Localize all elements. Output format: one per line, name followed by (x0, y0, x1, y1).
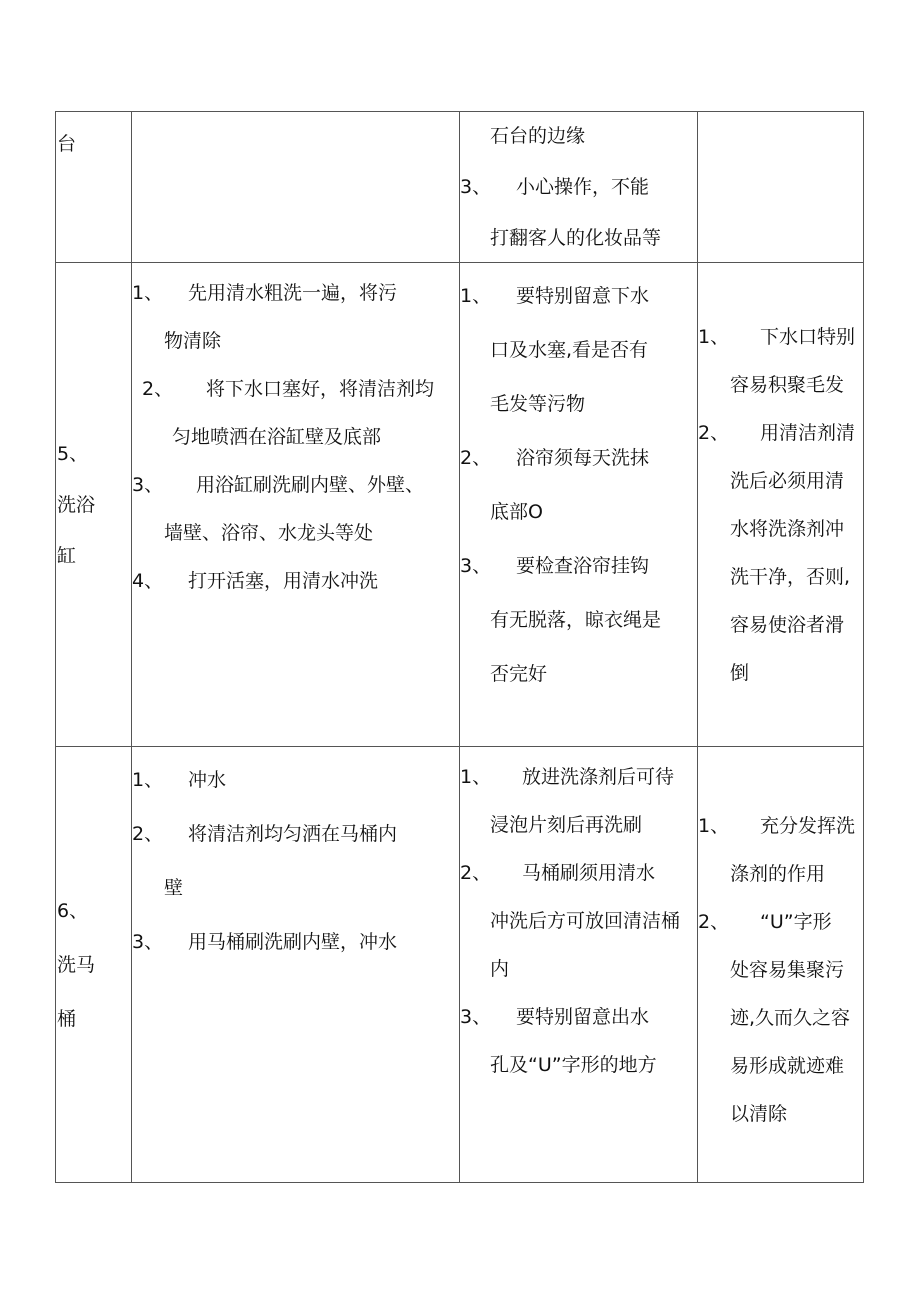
item-text: 台 (57, 133, 77, 155)
reason-text: 充分发挥洗 (760, 815, 856, 837)
step-text: 打开活塞，用清水冲洗 (188, 570, 379, 592)
reason-text: 迹,久而久之容 (730, 1007, 851, 1029)
note-text: 小心操作，不能 (516, 176, 650, 198)
procedure-cell (132, 747, 460, 1183)
cleaning-procedure-table (55, 111, 864, 1183)
reason-number: 1、 (698, 815, 730, 837)
step-number: 4、 (132, 570, 164, 592)
item-text: 洗浴 (57, 493, 96, 516)
note-text: 要检查浴帘挂钩 (516, 555, 650, 577)
reason-text: 洗后必须用清 (730, 470, 845, 492)
note-number: 2、 (460, 862, 492, 884)
reason-text: “U”字形 (760, 911, 832, 933)
step-number: 2、 (132, 823, 164, 845)
step-text: 壁 (164, 877, 184, 899)
item-cell (56, 112, 132, 263)
notes-cell (460, 263, 698, 747)
reason-number: 1、 (698, 326, 730, 348)
note-text: 否完好 (490, 663, 548, 685)
reason-text: 涤剂的作用 (730, 863, 826, 885)
step-number: 3、 (132, 931, 164, 953)
reason-number: 2、 (698, 422, 730, 444)
note-text: 放进洗涤剂后可待 (522, 766, 675, 788)
note-number: 2、 (460, 447, 492, 469)
note-text: 浸泡片刻后再洗刷 (490, 814, 643, 836)
notes-cell (460, 747, 698, 1183)
item-cell (56, 747, 132, 1183)
reason-text: 用清洁剂清 (760, 422, 856, 444)
step-text: 冲水 (188, 769, 227, 791)
notes-cell (460, 112, 698, 263)
reason-text: 下水口特别 (760, 326, 856, 348)
note-text: 孔及“U”字形的地方 (490, 1054, 657, 1076)
step-text: 用浴缸刷洗刷内壁、外壁、 (196, 474, 425, 496)
procedure-cell (132, 263, 460, 747)
reason-text: 易形成就迹难 (730, 1055, 845, 1077)
reason-text: 倒 (730, 662, 750, 684)
note-text: 石台的边缘 (490, 125, 586, 147)
step-number: 1、 (132, 769, 164, 791)
note-text: 马桶刷须用清水 (522, 862, 656, 884)
note-text: 要特别留意出水 (516, 1006, 650, 1028)
note-text: 毛发等污物 (490, 393, 586, 415)
item-text: 桶 (57, 1007, 77, 1030)
step-text: 将下水口塞好，将清洁剂均 (206, 378, 435, 400)
step-text: 先用清水粗洗一遍，将污 (188, 282, 398, 304)
reason-text: 容易积聚毛发 (730, 374, 845, 396)
step-text: 将清洁剂均匀洒在马桶内 (188, 823, 398, 845)
note-number: 3、 (460, 1006, 492, 1028)
table-row (56, 112, 864, 263)
note-text: 打翻客人的化妆品等 (490, 227, 662, 249)
note-text: 冲洗后方可放回清洁桶 (490, 910, 681, 932)
step-number: 3、 (132, 474, 164, 496)
note-text: 口及水塞,看是否有 (490, 339, 649, 361)
reason-cell (698, 112, 864, 263)
note-text: 有无脱落，晾衣绳是 (490, 609, 662, 631)
note-number: 3、 (460, 176, 492, 198)
table-row (56, 263, 864, 747)
step-text: 物清除 (164, 330, 222, 352)
procedure-cell (132, 112, 460, 263)
reason-text: 处容易集聚污 (730, 959, 845, 981)
step-text: 用马桶刷洗刷内壁，冲水 (188, 931, 398, 953)
note-number: 1、 (460, 285, 492, 307)
item-text: 洗马 (57, 953, 96, 976)
note-number: 3、 (460, 555, 492, 577)
reason-text: 水将洗涤剂冲 (730, 518, 845, 540)
item-number: 6、 (57, 899, 89, 922)
note-text: 内 (490, 958, 510, 980)
note-text: 浴帘须每天洗抹 (516, 447, 650, 469)
step-text: 墙壁、浴帘、水龙头等处 (164, 522, 374, 544)
reason-cell (698, 747, 864, 1183)
reason-text: 容易使浴者滑 (730, 614, 845, 636)
note-text: 要特别留意下水 (516, 285, 650, 307)
step-number: 1、 (132, 282, 164, 304)
table-row (56, 747, 864, 1183)
step-number: 2、 (142, 378, 174, 400)
step-text: 匀地喷洒在浴缸壁及底部 (172, 426, 382, 448)
reason-text: 以清除 (730, 1103, 788, 1125)
item-cell (56, 263, 132, 747)
note-number: 1、 (460, 766, 492, 788)
item-number: 5、 (57, 442, 89, 465)
reason-cell (698, 263, 864, 747)
item-text: 缸 (57, 544, 77, 567)
reason-number: 2、 (698, 911, 730, 933)
note-text: 底部O (490, 501, 543, 523)
reason-text: 洗干净，否则, (730, 566, 851, 588)
